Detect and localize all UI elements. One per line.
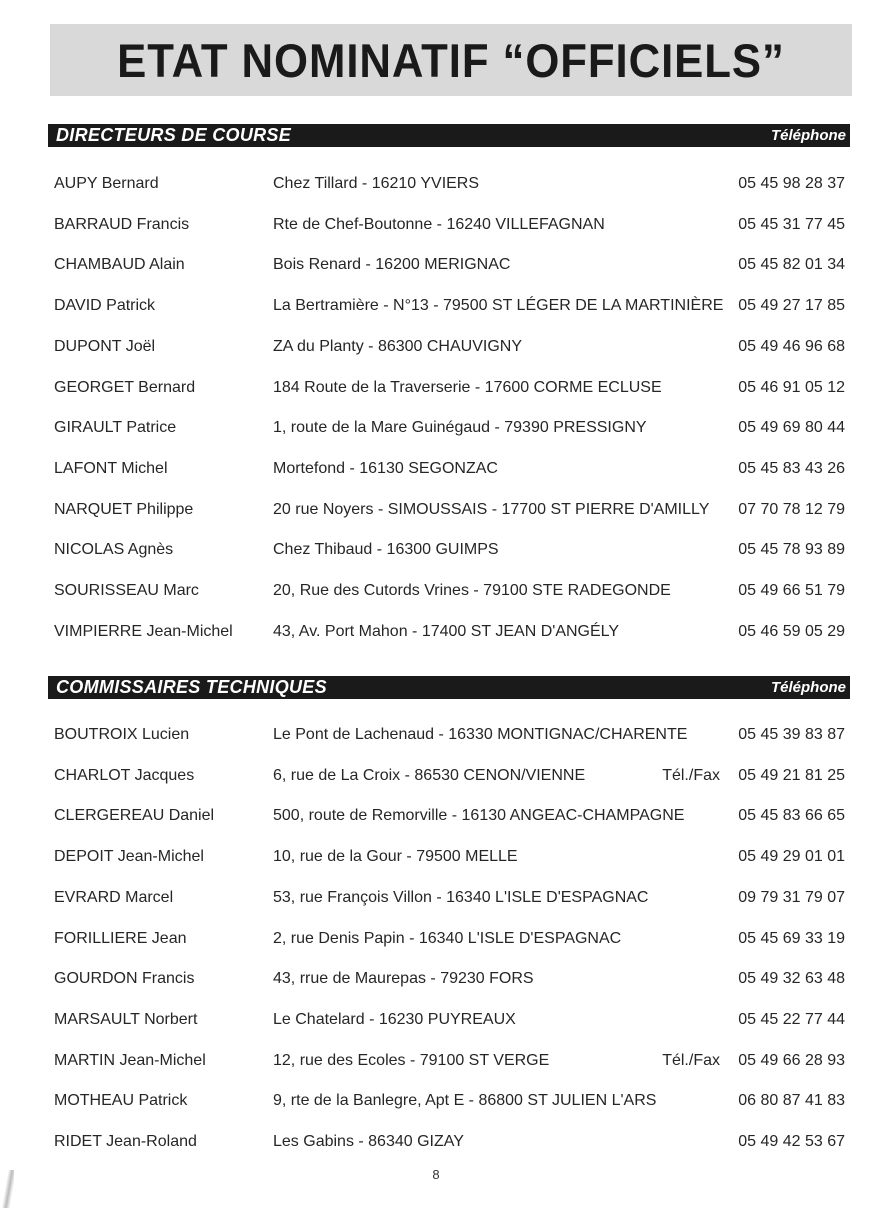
phone-number: 06 80 87 41 83 <box>738 1092 845 1110</box>
list-item <box>0 930 872 954</box>
phone-number: 05 49 42 53 67 <box>738 1133 845 1150</box>
address: 1, route de la Mare Guinégaud - 79390 PRESSIGNY <box>273 419 647 437</box>
person-name: DUPONT Joël <box>54 337 156 355</box>
address: 20, Rue des Cutords Vrines - 79100 STE RADEGONDE <box>273 582 671 599</box>
person-name: VIMPIERRE Jean-Michel <box>54 622 233 640</box>
person-name: NARQUET Philippe <box>54 500 194 518</box>
list-item <box>0 460 872 484</box>
list-item <box>0 1092 872 1116</box>
address: Mortefond - 16130 SEGONZAC <box>273 459 498 477</box>
list-item <box>0 338 872 362</box>
address: Chez Thibaud - 16300 GUIMPS <box>273 541 499 559</box>
page-fold <box>0 1170 14 1208</box>
phone-number: 05 49 46 96 68 <box>738 337 845 355</box>
address: 6, rue de La Croix - 86530 CENON/VIENNE <box>273 766 586 784</box>
list-item <box>0 541 872 565</box>
person-name: MARSAULT Norbert <box>54 1010 198 1028</box>
person-name: BARRAUD Francis <box>54 215 190 233</box>
phone-column-header: Téléphone <box>770 679 846 696</box>
phone-number: 05 45 82 01 34 <box>738 256 845 274</box>
person-name: GIRAULT Patrice <box>54 419 177 437</box>
phone-number: 05 45 78 93 89 <box>738 541 845 559</box>
phone-number: 05 49 32 63 48 <box>738 970 845 988</box>
person-name: MOTHEAU Patrick <box>54 1092 188 1110</box>
address: Rte de Chef-Boutonne - 16240 VILLEFAGNAN <box>273 215 605 233</box>
list-item <box>0 970 872 994</box>
section-title: COMMISSAIRES TECHNIQUES <box>56 677 327 697</box>
address: 43, Av. Port Mahon - 17400 ST JEAN D'ANGÉLY <box>273 622 620 640</box>
person-name: FORILLIERE Jean <box>54 929 187 947</box>
phone-number: 05 45 31 77 45 <box>738 215 845 233</box>
list-item <box>0 1052 872 1076</box>
phone-number: 05 49 29 01 01 <box>738 848 845 866</box>
address: Les Gabins - 86340 GIZAY <box>273 1133 464 1150</box>
list-item <box>0 889 872 913</box>
phone-number: 05 49 69 80 44 <box>738 419 845 437</box>
phone-number: 05 46 59 05 29 <box>738 622 845 640</box>
person-name: MARTIN Jean-Michel <box>54 1051 206 1069</box>
phone-column-header: Téléphone <box>770 127 846 144</box>
list-item <box>0 767 872 791</box>
section-header-commissaires <box>48 676 850 699</box>
person-name: DAVID Patrick <box>54 297 156 315</box>
address: 12, rue des Ecoles - 79100 ST VERGE <box>273 1051 550 1069</box>
section-header-directeurs <box>48 124 850 147</box>
person-name: GOURDON Francis <box>54 970 195 988</box>
phone-number: 05 49 66 51 79 <box>738 582 845 599</box>
address: Le Chatelard - 16230 PUYREAUX <box>273 1010 516 1028</box>
list-item <box>0 848 872 872</box>
list-item <box>0 175 872 199</box>
address: 184 Route de la Traverserie - 17600 CORME ECLUSE <box>273 378 662 396</box>
person-name: DEPOIT Jean-Michel <box>54 848 204 866</box>
page-title: ETAT NOMINATIF “OFFICIELS” <box>117 33 785 87</box>
list-item <box>0 582 872 606</box>
phone-number: 05 45 83 66 65 <box>738 807 845 825</box>
list-item <box>0 1011 872 1035</box>
address: 2, rue Denis Papin - 16340 L'ISLE D'ESPAGNAC <box>273 929 622 947</box>
page-number: 8 <box>432 1167 440 1182</box>
phone-number: 05 45 69 33 19 <box>738 929 845 947</box>
phone-number: 09 79 31 79 07 <box>738 888 845 906</box>
address: Le Pont de Lachenaud - 16330 MONTIGNAC/CHARENTE <box>273 726 688 743</box>
address: Bois Renard - 16200 MERIGNAC <box>273 256 511 274</box>
phone-number: 05 45 22 77 44 <box>738 1010 845 1028</box>
person-name: NICOLAS Agnès <box>54 541 174 559</box>
title-banner <box>50 24 852 96</box>
address: 500, route de Remorville - 16130 ANGEAC-CHAMPAGNE <box>273 807 685 825</box>
phone-number: 05 49 21 81 25 <box>738 766 845 784</box>
list-item <box>0 726 872 750</box>
person-name: EVRARD Marcel <box>54 888 174 906</box>
list-item <box>0 379 872 403</box>
address: ZA du Planty - 86300 CHAUVIGNY <box>273 337 522 355</box>
phone-number: 07 70 78 12 79 <box>738 500 845 518</box>
address: 9, rte de la Banlegre, Apt E - 86800 ST JULIEN L'ARS <box>273 1092 657 1110</box>
address: Chez Tillard - 16210 YVIERS <box>273 175 480 192</box>
phone-number: 05 49 66 28 93 <box>738 1051 845 1069</box>
contact-note: Tél./Fax <box>662 1051 720 1069</box>
person-name: AUPY Bernard <box>54 175 159 192</box>
person-name: BOUTROIX Lucien <box>54 726 190 743</box>
list-item <box>0 419 872 443</box>
address: 10, rue de la Gour - 79500 MELLE <box>273 848 518 866</box>
address: 53, rue François Villon - 16340 L'ISLE D'ESPAGNAC <box>273 888 649 906</box>
phone-number: 05 49 27 17 85 <box>738 297 845 315</box>
person-name: CHAMBAUD Alain <box>54 256 185 274</box>
list-item <box>0 807 872 831</box>
list-item <box>0 216 872 240</box>
person-name: LAFONT Michel <box>54 459 168 477</box>
person-name: SOURISSEAU Marc <box>54 582 199 599</box>
contact-note: Tél./Fax <box>662 766 720 784</box>
list-item <box>0 623 872 647</box>
section-title: DIRECTEURS DE COURSE <box>56 125 292 145</box>
phone-number: 05 46 91 05 12 <box>738 378 845 396</box>
person-name: GEORGET Bernard <box>54 378 196 396</box>
person-name: RIDET Jean-Roland <box>54 1133 197 1150</box>
person-name: CHARLOT Jacques <box>54 766 195 784</box>
list-item <box>0 501 872 525</box>
list-item <box>0 297 872 321</box>
phone-number: 05 45 83 43 26 <box>738 459 845 477</box>
list-item <box>0 1133 872 1157</box>
address: 43, rrue de Maurepas - 79230 FORS <box>273 970 534 988</box>
person-name: CLERGEREAU Daniel <box>54 807 215 825</box>
phone-number: 05 45 98 28 37 <box>738 175 845 192</box>
address: 20 rue Noyers - SIMOUSSAIS - 17700 ST PIERRE D'AMILLY <box>273 500 710 518</box>
address: La Bertramière - N°13 - 79500 ST LÉGER DE LA MARTINIÈRE <box>273 297 724 315</box>
list-item <box>0 256 872 280</box>
phone-number: 05 45 39 83 87 <box>738 726 845 743</box>
